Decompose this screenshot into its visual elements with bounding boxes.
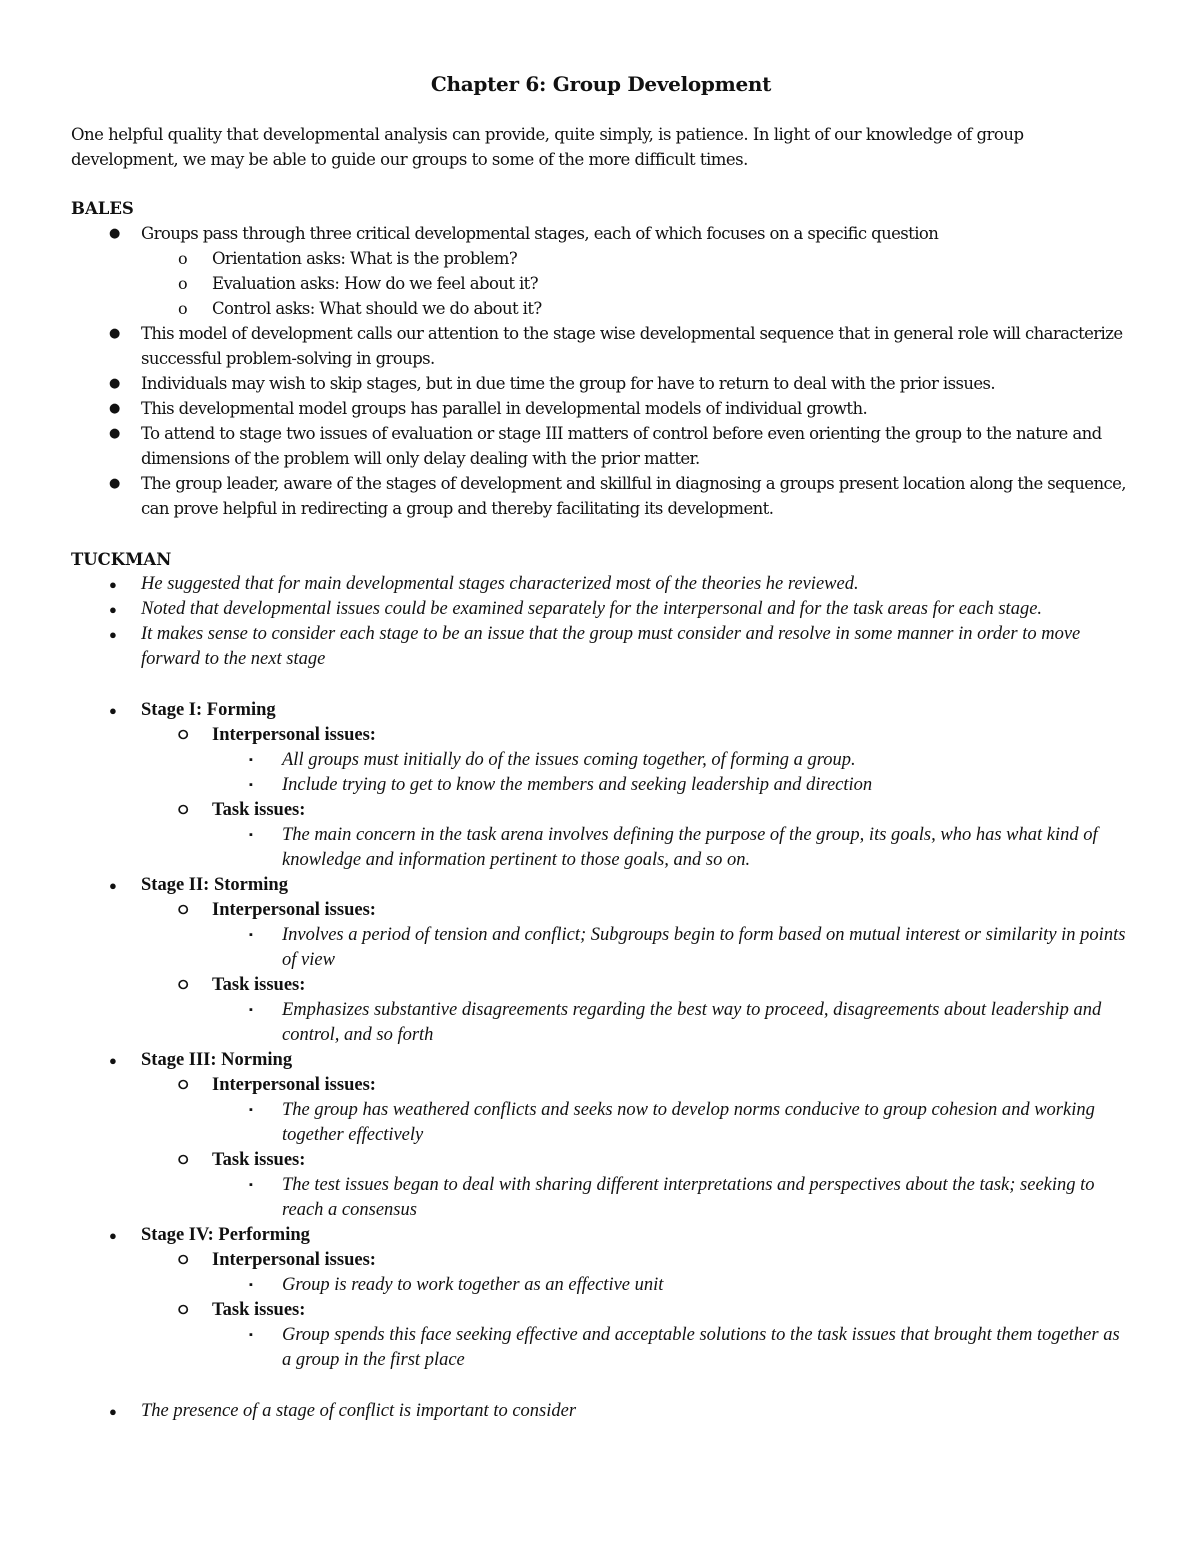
stage-detail: All groups must initially do of the issues coming together, of forming a group.: [282, 750, 856, 770]
circle-bullet-icon: ⭘: [178, 903, 189, 918]
document-page: [71, 72, 1131, 1424]
list-item: [71, 1298, 1131, 1323]
tuckman-point: Noted that developmental issues could be examined separately for the interpersonal and for the task areas for each stage.: [141, 599, 1043, 619]
bales-point: The group leader, aware of the stages of development and skillful in diagnosing a groups present location along the sequence, can prove helpful in redirecting a group and thereby facilitating its development.: [141, 474, 1126, 518]
tuckman-intro-list: [71, 572, 1131, 672]
bales-point: To attend to stage two issues of evaluation or stage III matters of control before even orienting the group to the nature and dimensions of the problem will only delay dealing with the prior matter.: [141, 424, 1102, 468]
list-item: [71, 1073, 1131, 1098]
square-bullet-icon: ▪: [249, 829, 253, 841]
bales-list: [71, 221, 1131, 521]
stage-name: Stage I: Forming: [141, 700, 276, 720]
square-bullet-icon: ▪: [249, 779, 253, 791]
square-bullet-icon: ▪: [249, 1279, 253, 1291]
circle-bullet-icon: o: [178, 274, 188, 293]
bales-question: Control asks: What should we do about it?: [212, 299, 542, 318]
list-item: [71, 597, 1131, 622]
page-title: Chapter 6: Group Development: [430, 72, 772, 96]
square-bullet-icon: ▪: [249, 754, 253, 766]
bullet-icon: ●: [109, 226, 120, 241]
list-item: [71, 1173, 1131, 1223]
circle-bullet-icon: ⭘: [178, 1253, 189, 1268]
list-item: [71, 221, 1131, 246]
interpersonal-label: Interpersonal issues:: [212, 1250, 376, 1270]
list-item: [71, 973, 1131, 998]
stage-item: [71, 698, 1131, 723]
list-item: [71, 823, 1131, 873]
circle-bullet-icon: ⭘: [178, 978, 189, 993]
stage-detail: Involves a period of tension and conflict; Subgroups begin to form based on mutual interest or similarity in points of view: [282, 925, 1126, 970]
square-bullet-icon: ▪: [249, 1004, 253, 1016]
list-item: [71, 296, 1131, 321]
task-label: Task issues:: [212, 1150, 306, 1170]
task-label: Task issues:: [212, 1300, 306, 1320]
interpersonal-label: Interpersonal issues:: [212, 1075, 376, 1095]
stage-item: [71, 1223, 1131, 1248]
list-item: [71, 1323, 1131, 1373]
list-item: [71, 246, 1131, 271]
tuckman-point: He suggested that for main developmental stages characterized most of the theories he reviewed.: [141, 574, 859, 594]
list-item: [71, 1273, 1131, 1298]
stage-name: Stage IV: Performing: [141, 1225, 310, 1245]
bullet-icon: ●: [109, 1228, 117, 1243]
list-item: [71, 773, 1131, 798]
bales-point: This model of development calls our attention to the stage wise developmental sequence that in general role will characterize successful problem-solving in groups.: [141, 324, 1123, 368]
list-item: [71, 923, 1131, 973]
tuckman-stages-list: [71, 698, 1131, 1373]
list-item: [71, 321, 1131, 371]
list-item: [71, 271, 1131, 296]
bullet-icon: ●: [109, 326, 120, 341]
bullet-icon: ●: [109, 376, 120, 391]
square-bullet-icon: ▪: [249, 1104, 253, 1116]
stage-name: Stage II: Storming: [141, 875, 288, 895]
bullet-icon: ●: [109, 426, 120, 441]
circle-bullet-icon: ⭘: [178, 803, 189, 818]
stage-name: Stage III: Norming: [141, 1050, 293, 1070]
bullet-icon: ●: [109, 602, 117, 617]
list-item: [71, 371, 1131, 396]
bullet-icon: ●: [109, 577, 117, 592]
list-item: [71, 396, 1131, 421]
list-item: [71, 998, 1131, 1048]
stage-detail: The test issues began to deal with sharing different interpretations and perspectives about the task; seeking to reach a consensus: [282, 1175, 1095, 1220]
stage-detail: Group is ready to work together as an effective unit: [282, 1275, 664, 1295]
stage-item: [71, 873, 1131, 898]
bullet-icon: ●: [109, 1404, 117, 1419]
bullet-icon: ●: [109, 401, 120, 416]
list-item: [71, 798, 1131, 823]
tuckman-point: It makes sense to consider each stage to be an issue that the group must consider and resolve in some manner in order to move forward to the next stage: [141, 624, 1081, 669]
bales-main-point: Groups pass through three critical developmental stages, each of which focuses on a specific question: [141, 224, 939, 243]
bales-point: Individuals may wish to skip stages, but in due time the group for have to return to deal with the prior issues.: [141, 374, 996, 393]
circle-bullet-icon: o: [178, 299, 188, 318]
bullet-icon: ●: [109, 703, 117, 718]
stage-detail: The group has weathered conflicts and seeks now to develop norms conducive to group cohesion and working together effectively: [282, 1100, 1095, 1145]
square-bullet-icon: ▪: [249, 1179, 253, 1191]
list-item: [71, 572, 1131, 597]
square-bullet-icon: ▪: [249, 929, 253, 941]
list-item: [71, 1148, 1131, 1173]
interpersonal-label: Interpersonal issues:: [212, 900, 376, 920]
list-item: [71, 723, 1131, 748]
bullet-icon: ●: [109, 878, 117, 893]
bullet-icon: ●: [109, 1053, 117, 1068]
list-item: [71, 1248, 1131, 1273]
list-item: [71, 1399, 1131, 1424]
bullet-icon: ●: [109, 476, 120, 491]
bales-question: Evaluation asks: How do we feel about it?: [212, 274, 538, 293]
task-label: Task issues:: [212, 975, 306, 995]
circle-bullet-icon: ⭘: [178, 728, 189, 743]
circle-bullet-icon: ⭘: [178, 1303, 189, 1318]
bales-point: This developmental model groups has parallel in developmental models of individual growth.: [141, 399, 868, 418]
bullet-icon: ●: [109, 627, 117, 642]
tuckman-heading: TUCKMAN: [71, 550, 172, 569]
stage-item: [71, 1048, 1131, 1073]
task-label: Task issues:: [212, 800, 306, 820]
stage-detail: Group spends this face seeking effective and acceptable solutions to the task issues that brought them together as a group in the first place: [282, 1325, 1120, 1370]
closing-point: The presence of a stage of conflict is important to consider: [141, 1401, 577, 1421]
square-bullet-icon: ▪: [249, 1329, 253, 1341]
interpersonal-label: Interpersonal issues:: [212, 725, 376, 745]
stage-detail: The main concern in the task arena involves defining the purpose of the group, its goals, who has what kind of knowledge and information pertinent to those goals, and so on.: [282, 825, 1098, 870]
list-item: [71, 421, 1131, 471]
list-item: [71, 748, 1131, 773]
intro-paragraph: One helpful quality that developmental analysis can provide, quite simply, is patience. In light of our knowledge of group development, we may be able to guide our groups to some of the more difficult times.: [71, 125, 1024, 169]
list-item: [71, 898, 1131, 923]
bales-heading: BALES: [71, 199, 134, 218]
list-item: [71, 1098, 1131, 1148]
stage-detail: Include trying to get to know the members and seeking leadership and direction: [282, 775, 873, 795]
list-item: [71, 471, 1131, 521]
circle-bullet-icon: ⭘: [178, 1153, 189, 1168]
list-item: [71, 622, 1131, 672]
closing-list: [71, 1399, 1131, 1424]
circle-bullet-icon: ⭘: [178, 1078, 189, 1093]
circle-bullet-icon: o: [178, 249, 188, 268]
stage-detail: Emphasizes substantive disagreements regarding the best way to proceed, disagreements about leadership and control, and so forth: [282, 1000, 1102, 1045]
bales-question: Orientation asks: What is the problem?: [212, 249, 518, 268]
